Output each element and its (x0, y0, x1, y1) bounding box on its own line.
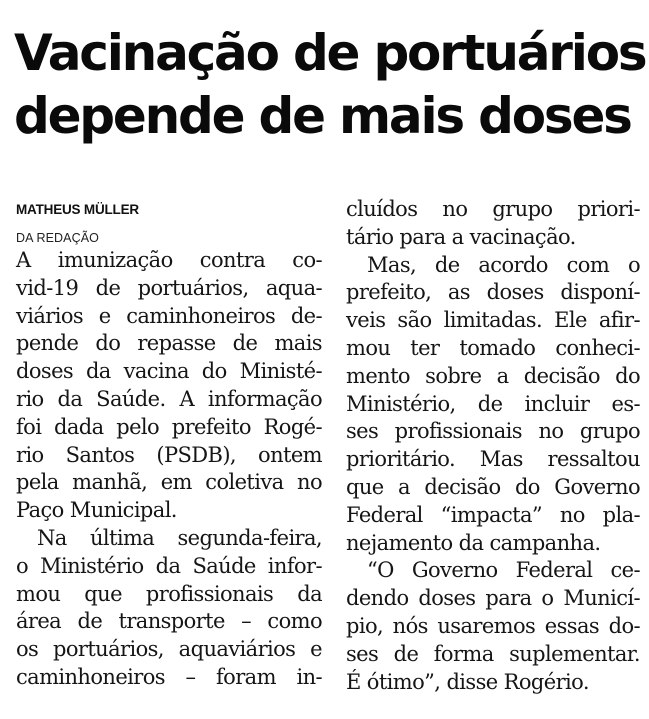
text-line: pela manhã, em coletiva no (16, 470, 322, 495)
text-line: A imunização contra co- (16, 248, 322, 272)
text-line: nejamento da campanha. (346, 530, 601, 555)
text-line: pio, nós usaremos essas do- (346, 613, 640, 638)
text-line: o Ministério da Saúde infor- (16, 553, 322, 578)
text-line: vid-19 de portuários, aqua- (16, 275, 322, 300)
text-line: os portuários, aquaviários e (16, 637, 322, 662)
text-line: Na última segunda-feira, (37, 525, 322, 550)
text-line: cluídos no grupo priori- (346, 197, 640, 221)
left-column-body (16, 247, 322, 692)
text-line: É ótimo”, disse Rogério. (346, 669, 589, 694)
text-line: tário para a vacinação. (346, 224, 576, 249)
text-line: rio Santos (PSDB), ontem (16, 442, 322, 467)
text-line: Paço Municipal. (16, 498, 177, 523)
text-line: mento sobre a decisão do (346, 363, 640, 388)
text-line: mou ter tomado conheci- (346, 335, 640, 360)
text-line: ses de forma suplementar. (346, 641, 640, 666)
text-line: ses profissionais no grupo (346, 419, 640, 444)
headline (14, 22, 646, 148)
section-label: DA REDAÇÃO (16, 231, 99, 245)
headline-line: depende de mais doses (14, 87, 631, 145)
text-line: rio da Saúde. A informação (16, 386, 322, 411)
text-line: Federal “impacta” no pla- (346, 502, 640, 527)
text-line: foi dada pelo prefeito Rogé- (16, 414, 322, 439)
text-line: caminhoneiros – foram in- (16, 664, 322, 689)
right-column (346, 196, 640, 696)
text-line: prioritário. Mas ressaltou (346, 447, 640, 472)
text-line: Ministério, de incluir es- (346, 391, 640, 416)
text-line: mou que profissionais da (16, 581, 322, 606)
text-line: área de transporte – como (16, 609, 322, 634)
text-line: viários e caminhoneiros de- (16, 303, 322, 328)
text-line: dendo doses para o Municí- (346, 586, 640, 611)
left-column (16, 196, 322, 692)
text-line: prefeito, as doses disponí- (346, 280, 640, 305)
text-line: pende do repasse de mais (16, 331, 322, 356)
text-line: “O Governo Federal ce- (367, 558, 640, 583)
text-line: Mas, de acordo com o (367, 252, 640, 277)
text-line: que a decisão do Governo (346, 474, 640, 499)
text-line: veis são limitadas. Ele afir- (346, 308, 640, 333)
author-byline: MATHEUS MÜLLER (16, 202, 139, 217)
text-line: doses da vacina do Ministé- (16, 359, 322, 384)
headline-line: Vacinação de portuários (14, 24, 646, 82)
